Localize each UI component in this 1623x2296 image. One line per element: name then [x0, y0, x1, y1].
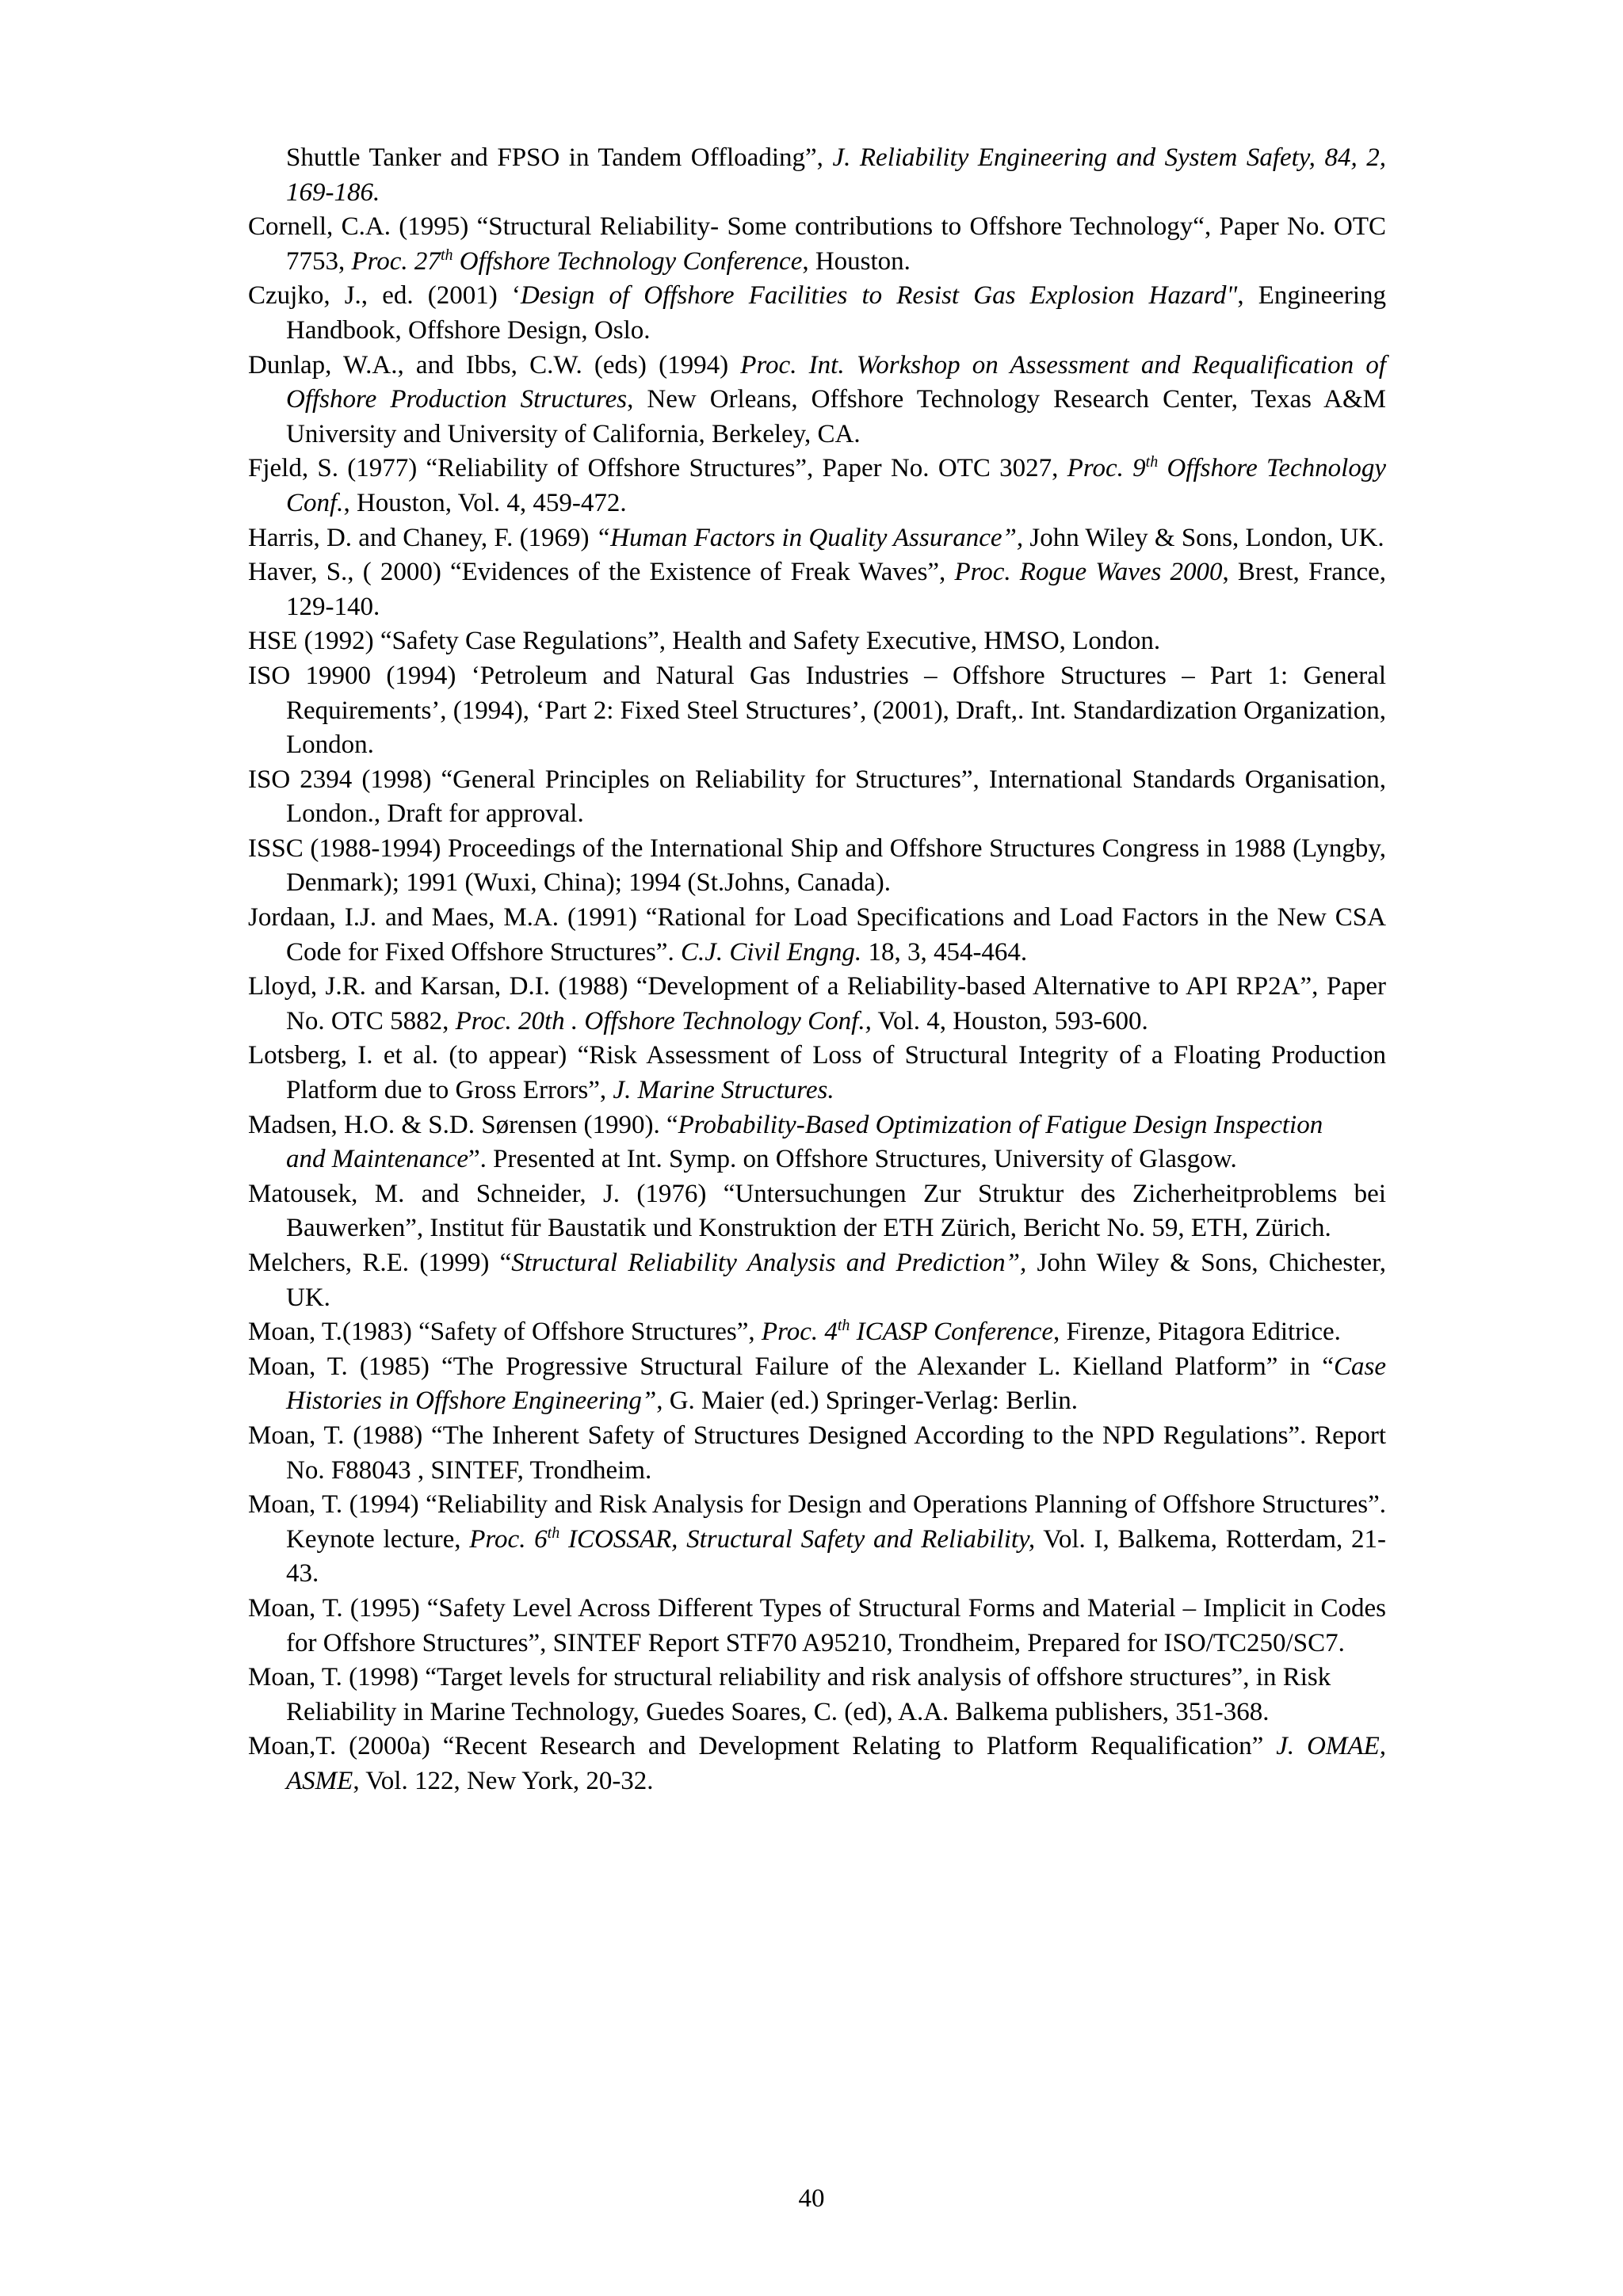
- reference-text: Moan,T. (2000a) “Recent Research and Development Relating to Platform Requalification”: [248, 1732, 1277, 1761]
- reference-text: , Brest, France, 129-140.: [286, 558, 1386, 621]
- reference-entry: [248, 1246, 1386, 1315]
- italic-text: C.J. Civil Engng.: [680, 937, 862, 967]
- reference-entry: [248, 1039, 1386, 1108]
- reference-text: Haver, S., ( 2000) “Evidences of the Existence of Freak Waves”,: [248, 558, 955, 587]
- italic-text: ICOSSAR, Structural Safety and Reliability,: [559, 1524, 1036, 1554]
- reference-text: Jordaan, I.J. and Maes, M.A. (1991) “Rational for Load Specifications and Load Factors in the New CSA Code for Fixed Offshore Structures”.: [248, 903, 1386, 967]
- reference-entry: [248, 1592, 1386, 1661]
- reference-entry: [248, 1488, 1386, 1592]
- reference-entry: [248, 1315, 1386, 1350]
- italic-text: Proc. 9: [1067, 454, 1146, 483]
- reference-text: Czujko, J., ed. (2001) ‘: [248, 281, 521, 311]
- italic-text: Structural Reliability Analysis and Prediction”,: [511, 1249, 1027, 1277]
- reference-text: Cornell, C.A. (1995) “Structural Reliability- Some contributions to Offshore Technology“, Paper No. OTC 7753,: [248, 212, 1386, 276]
- reference-entry: [248, 901, 1386, 970]
- reference-entry: [248, 521, 1386, 556]
- reference-entry: [248, 1177, 1386, 1246]
- superscript-text: th: [547, 1524, 560, 1542]
- italic-text: Case Histories in Offshore Engineering”: [286, 1352, 1386, 1416]
- reference-text: HSE (1992) “Safety Case Regulations”, Health and Safety Executive, HMSO, London.: [248, 627, 1161, 656]
- page-number: 40: [798, 2184, 825, 2213]
- reference-entry: [248, 1661, 1386, 1695]
- italic-text: Proc. 27: [351, 246, 441, 276]
- italic-text: Offshore Technology Conf.: [286, 454, 1386, 517]
- reference-list: [248, 141, 1386, 1799]
- reference-text: Melchers, R.E. (1999) “: [248, 1249, 512, 1277]
- reference-text: ISSC (1988-1994) Proceedings of the International Ship and Offshore Structures Congress in 1988 (Lyngby, Denmark); 1991 (Wuxi, China); 1994 (St.Johns, Canada).: [248, 833, 1386, 898]
- reference-entry: [248, 452, 1386, 521]
- reference-text: Lloyd, J.R. and Karsan, D.I. (1988) “Development of a Reliability-based Alternative to API RP2A”, Paper No. OTC 5882,: [248, 972, 1386, 1035]
- reference-entry: [248, 970, 1386, 1039]
- reference-text: Moan, T. (1998) “Target levels for structural reliability and risk analysis of offshore structures”, in Risk: [248, 1663, 1331, 1692]
- italic-text: J. OMAE, ASME: [286, 1732, 1386, 1795]
- reference-text: , Houston, Vol. 4, 459-472.: [343, 488, 627, 517]
- reference-entry: [248, 1730, 1386, 1798]
- reference-text: John Wiley & Sons, Chichester, UK.: [286, 1249, 1386, 1312]
- italic-text: J. Reliability Engineering and System Safety, 84, 2, 169-186.: [286, 143, 1386, 207]
- reference-entry: [248, 624, 1386, 659]
- reference-text: ”. Presented at Int. Symp. on Offshore Structures, University of Glasgow.: [468, 1145, 1237, 1174]
- reference-entry: [248, 659, 1386, 763]
- reference-text: Moan, T. (1985) “The Progressive Structural Failure of the Alexander L. Kielland Platform” in “: [248, 1352, 1334, 1381]
- reference-text: John Wiley & Sons, London, UK.: [1023, 523, 1384, 552]
- italic-text: ICASP Conference: [850, 1318, 1054, 1347]
- italic-text: Design of Offshore Facilities to Resist Gas Explosion Hazard": [520, 281, 1238, 311]
- reference-entry: [248, 1419, 1386, 1488]
- reference-text: Vol. 4, Houston, 593-600.: [871, 1006, 1148, 1035]
- reference-text: Matousek, M. and Schneider, J. (1976) “Untersuchungen Zur Struktur des Zicherheitproblems bei Bauwerken”, Institut für Baustatik und Konstruktion der ETH Zürich, Bericht No. 59, ETH, Zürich.: [248, 1179, 1386, 1243]
- reference-entry: [248, 1695, 1386, 1730]
- reference-entry: [248, 349, 1386, 452]
- italic-text: Proc. Rogue Waves 2000: [954, 558, 1223, 587]
- italic-text: Probability-Based Optimization of Fatigue Design Inspection: [678, 1110, 1323, 1139]
- reference-text: , G. Maier (ed.) Springer-Verlag: Berlin.: [656, 1386, 1078, 1416]
- reference-text: , Firenze, Pitagora Editrice.: [1053, 1318, 1341, 1347]
- italic-text: Proc. 20th . Offshore Technology Conf.,: [455, 1006, 872, 1035]
- italic-text: “Human Factors in Quality Assurance”,: [595, 523, 1024, 552]
- reference-entry: [248, 1350, 1386, 1419]
- italic-text: Proc. 6: [469, 1524, 548, 1554]
- reference-text: , Vol. 122, New York, 20-32.: [353, 1766, 654, 1795]
- reference-text: Dunlap, W.A., and Ibbs, C.W. (eds) (1994): [248, 350, 741, 379]
- reference-text: Moan, T. (1988) “The Inherent Safety of Structures Designed According to the NPD Regulations”. Report No. F88043 , SINTEF, Trondheim.: [248, 1421, 1386, 1485]
- reference-text: Vol. I, Balkema, Rotterdam, 21-43.: [286, 1524, 1386, 1589]
- reference-text: ISO 19900 (1994) ‘Petroleum and Natural Gas Industries – Offshore Structures – Part 1: General Requirements’, (1994), ‘Part 2: Fixed Steel Structures’, (2001), Draft,. Int. Standardization Organization, London.: [248, 661, 1386, 760]
- reference-entry: [248, 1108, 1386, 1143]
- reference-text: Lotsberg, I. et al. (to appear) “Risk Assessment of Loss of Structural Integrity of a Floating Production Platform due to Gross Errors”,: [248, 1041, 1386, 1105]
- reference-text: , Houston.: [802, 246, 911, 276]
- superscript-text: th: [1145, 453, 1159, 471]
- reference-text: Shuttle Tanker and FPSO in Tandem Offloading”,: [286, 143, 833, 172]
- reference-text: , Engineering Handbook, Offshore Design, Oslo.: [286, 281, 1386, 345]
- reference-entry: [248, 763, 1386, 832]
- reference-text: ISO 2394 (1998) “General Principles on Reliability for Structures”, International Standards Organisation, London., Draft for approval.: [248, 765, 1386, 829]
- reference-text: Fjeld, S. (1977) “Reliability of Offshore Structures”, Paper No. OTC 3027,: [248, 454, 1067, 483]
- reference-text: , New Orleans, Offshore Technology Research Center, Texas A&M University and University of California, Berkeley, CA.: [286, 385, 1386, 448]
- reference-text: Moan, T. (1994) “Reliability and Risk Analysis for Design and Operations Planning of Offshore Structures”. Keynote lecture,: [248, 1490, 1386, 1554]
- reference-entry: [248, 1142, 1386, 1177]
- italic-text: Proc. 4: [761, 1318, 838, 1347]
- reference-entry: [248, 141, 1386, 210]
- superscript-text: th: [837, 1317, 850, 1335]
- reference-entry: [248, 279, 1386, 348]
- italic-text: J. Marine Structures.: [613, 1076, 834, 1105]
- reference-text: Madsen, H.O. & S.D. Sørensen (1990). “: [248, 1110, 678, 1139]
- reference-text: Reliability in Marine Technology, Guedes Soares, C. (ed), A.A. Balkema publishers, 351-368.: [286, 1697, 1270, 1726]
- reference-entry: [248, 832, 1386, 901]
- italic-text: Offshore Technology Conference: [453, 246, 803, 276]
- reference-text: 18, 3, 454-464.: [861, 937, 1028, 967]
- italic-text: and Maintenance: [286, 1145, 469, 1174]
- italic-text: Proc. Int. Workshop on Assessment and Requalification of Offshore Production Structures: [286, 350, 1386, 414]
- reference-entry: [248, 555, 1386, 624]
- reference-text: Moan, T. (1995) “Safety Level Across Different Types of Structural Forms and Material – Implicit in Codes for Offshore Structures”, SINTEF Report STF70 A95210, Trondheim, Prepared for ISO/TC250/SC7.: [248, 1593, 1386, 1657]
- reference-text: Harris, D. and Chaney, F. (1969): [248, 523, 596, 552]
- reference-text: Moan, T.(1983) “Safety of Offshore Structures”,: [248, 1318, 762, 1347]
- reference-entry: [248, 210, 1386, 279]
- superscript-text: th: [440, 246, 453, 264]
